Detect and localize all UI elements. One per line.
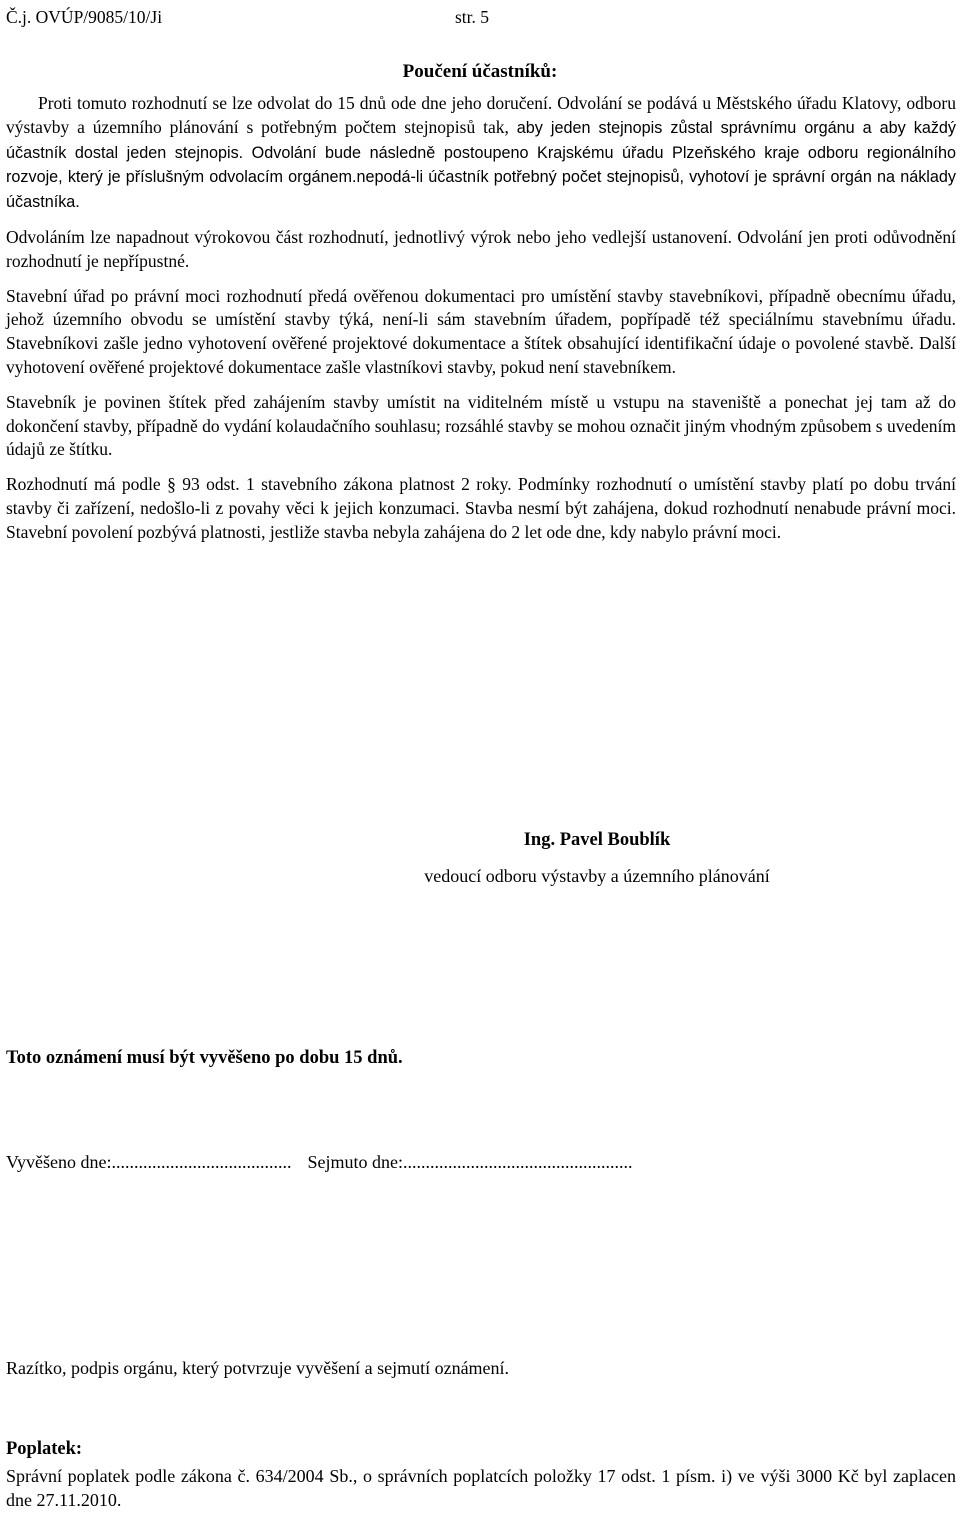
appeal-paragraph: [6, 92, 956, 215]
page-header: [6, 6, 906, 28]
removed-date-field: Sejmuto dne:...................................................: [307, 1152, 633, 1172]
label-placement-paragraph: Stavebník je povinen štítek před zahájením stavby umístit na viditelném místě u vstupu na staveniště a ponechat jej tam až do dokončení stavby, případně do vydání kolaudačního souhlasu; rozsáhlé stavby se mohou označit jiným vhodným způsobem s uvedením údajů ze štítku.: [6, 391, 956, 460]
posting-notice: Toto oznámení musí být vyvěšeno po dobu 15 dnů.: [6, 1048, 403, 1068]
stamp-instruction: Razítko, podpis orgánu, který potvrzuje vyvěšení a sejmutí oznámení.: [6, 1358, 510, 1378]
page-number: str. 5: [455, 7, 490, 27]
fee-text: Správní poplatek podle zákona č. 634/2004 Sb., o správních poplatcích položky 17 odst. 1 písm. i) ve výši 3000 Kč byl zaplacen dne 27.11.2010.: [6, 1466, 956, 1510]
appeal-text-d: nepodá-li účastník potřebný počet stejnopisů, vyhotoví je správní orgán na náklady účastníka.: [6, 168, 957, 212]
appeal-text-b: aby jeden stejnopis zůstal správnímu orgánu a aby každý účastník dostal jeden stejnopis.: [6, 118, 957, 162]
section-title: Poučení účastníků:: [402, 61, 558, 82]
validity-paragraph: Rozhodnutí má podle § 93 odst. 1 stavebního zákona platnost 2 roky. Podmínky rozhodnutí o umístění stavby platí po dobu trvání stavby či zařízení, nedošlo-li z povahy věci k jejich konzumaci. Stavba nesmí být zahájena, dokud rozhodnutí nenabude právní moci. Stavební povolení pozbývá platnosti, jestliže stavba nebyla zahájena do 2 let ode dne, kdy nabylo právní moci.: [6, 474, 956, 542]
signatory-role: vedoucí odboru výstavby a územního plánování: [424, 866, 770, 886]
documentation-paragraph: Stavební úřad po právní moci rozhodnutí předá ověřenou dokumentaci pro umístění stavby stavebníkovi, případně obecnímu úřadu, jehož územního obvodu se umístění stavby týká, není-li sám stavebním úřadem, popřípadě též speciálnímu stavebnímu úřadu. Stavebníkovi zašle jedno vyhotovení ověřené projektové dokumentace a štítek obsahující identifikační údaje o povolené stavbě. Další vyhotovení ověřené projektové dokumentace zašle vlastníkovi stavby, pokud není stavebníkem.: [6, 285, 956, 377]
posted-date-field: Vyvěšeno dne:........................................: [6, 1152, 292, 1172]
fee-heading: Poplatek:: [6, 1439, 83, 1459]
signatory-name: Ing. Pavel Boublík: [523, 830, 671, 850]
document-body: [6, 92, 956, 556]
appeal-text-a: Proti tomuto rozhodnutí se lze odvolat do 15 dnů ode dne jeho doručení. Odvolání se podává u Městského úřadu Klatovy, odboru výstavby a územního plánování s potřebným počtem stejnopisů tak,: [6, 93, 956, 137]
posting-dates: [6, 1150, 632, 1174]
reference-number: Č.j. OVÚP/9085/10/Ji: [6, 7, 163, 27]
appeal-scope-paragraph: Odvoláním lze napadnout výrokovou část rozhodnutí, jednotlivý výrok nebo jeho vedlejší ustanovení. Odvolání jen proti odůvodnění rozhodnutí je nepřípustné.: [6, 226, 956, 271]
appeal-text-c: Odvolání bude následně postoupeno Krajskému úřadu Plzeňského kraje odboru regionálního rozvoje, který je příslušným odvolacím orgánem.: [6, 143, 957, 187]
